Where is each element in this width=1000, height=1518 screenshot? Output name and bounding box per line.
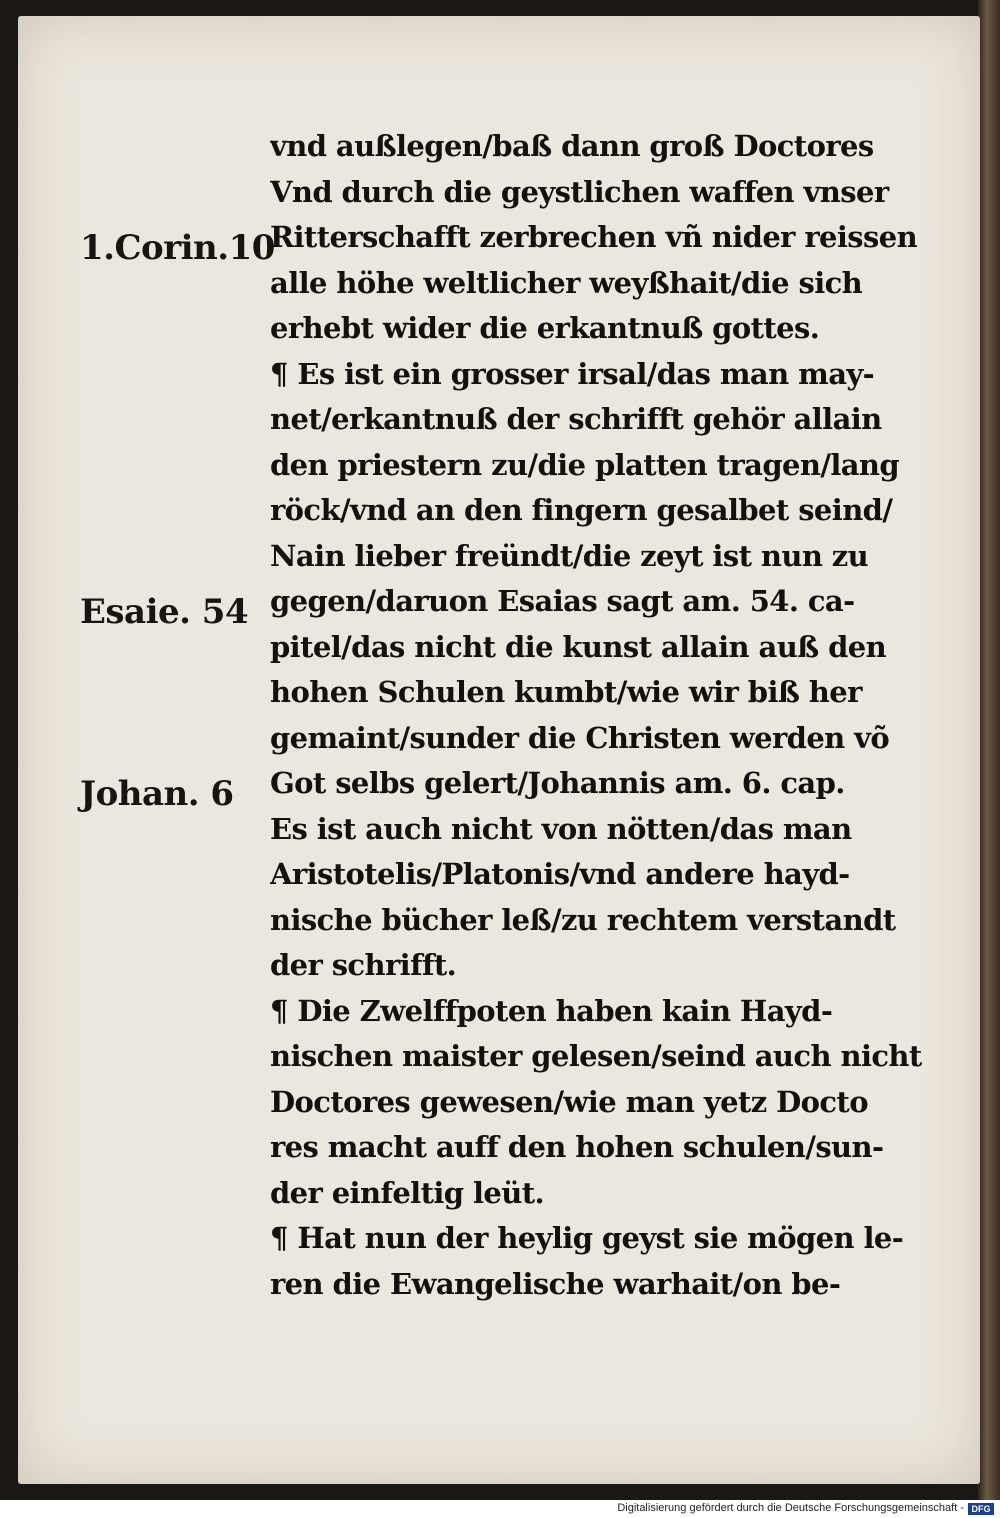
text-line: Vnd durch die geystlichen waffen vnser [270,174,889,209]
text-line: res macht auff den hohen schulen/sun- [270,1130,884,1164]
text-line: ¶ Hat nun der heylig geyst sie mögen le- [270,1221,904,1255]
text-line: Doctores gewesen/wie man yetz Docto [270,1084,868,1119]
funding-credit: Digitalisierung gefördert durch die Deutsche Forschungsgemeinschaft - [617,1502,964,1514]
text-line: Got selbs gelert/Johannis am. 6. cap. [270,766,845,800]
text-line: ¶ Die Zwelffpoten haben kain Hayd- [270,993,833,1028]
body-text [270,124,940,1307]
text-line: ren die Ewangelische warhait/on be- [270,1266,841,1301]
text-line: nischen maister gelesen/seind auch nicht [270,1039,922,1073]
text-line: den priestern zu/die platten tragen/lang [270,447,900,482]
text-line: röck/vnd an den fingern gesalbet seind/ [270,493,893,527]
text-line: Ritterschafft zerbrechen vñ nider reissen [270,220,918,254]
text-line: erhebt wider die erkantnuß gottes. [270,311,820,345]
text-line: der einfeltig leüt. [270,1175,545,1210]
footer-bar [0,1500,1000,1518]
text-line: alle höhe weltlicher weyßhait/die sich [270,265,863,300]
marginal-note-johan: Johan. 6 [80,774,234,814]
text-line: ¶ Es ist ein grosser irsal/das man may- [270,356,875,391]
text-line: vnd außlegen/baß dann groß Doctores [270,129,874,163]
marginal-note-corinthians: 1.Corin.10 [80,228,275,268]
text-line: Nain lieber freündt/die zeyt ist nun zu [270,538,869,573]
text-line: Aristotelis/Platonis/vnd andere hayd- [270,857,850,891]
text-line: gegen/daruon Esaias sagt am. 54. ca- [270,584,855,618]
text-line: hohen Schulen kumbt/wie wir biß her [270,675,862,709]
marginal-note-esaie: Esaie. 54 [80,592,249,632]
text-line: gemaint/sunder die Christen werden võ [270,720,890,755]
text-line: pitel/das nicht die kunst allain auß den [270,629,887,664]
text-line: nische bücher leß/zu rechtem verstandt [270,902,896,937]
text-line: Es ist auch nicht von nötten/das man [270,811,852,846]
page-edge [978,0,1000,1500]
text-line: der schrifft. [270,948,457,982]
text-line: net/erkantnuß der schrifft gehör allain [270,402,882,436]
dfg-logo: DFG [968,1503,994,1515]
